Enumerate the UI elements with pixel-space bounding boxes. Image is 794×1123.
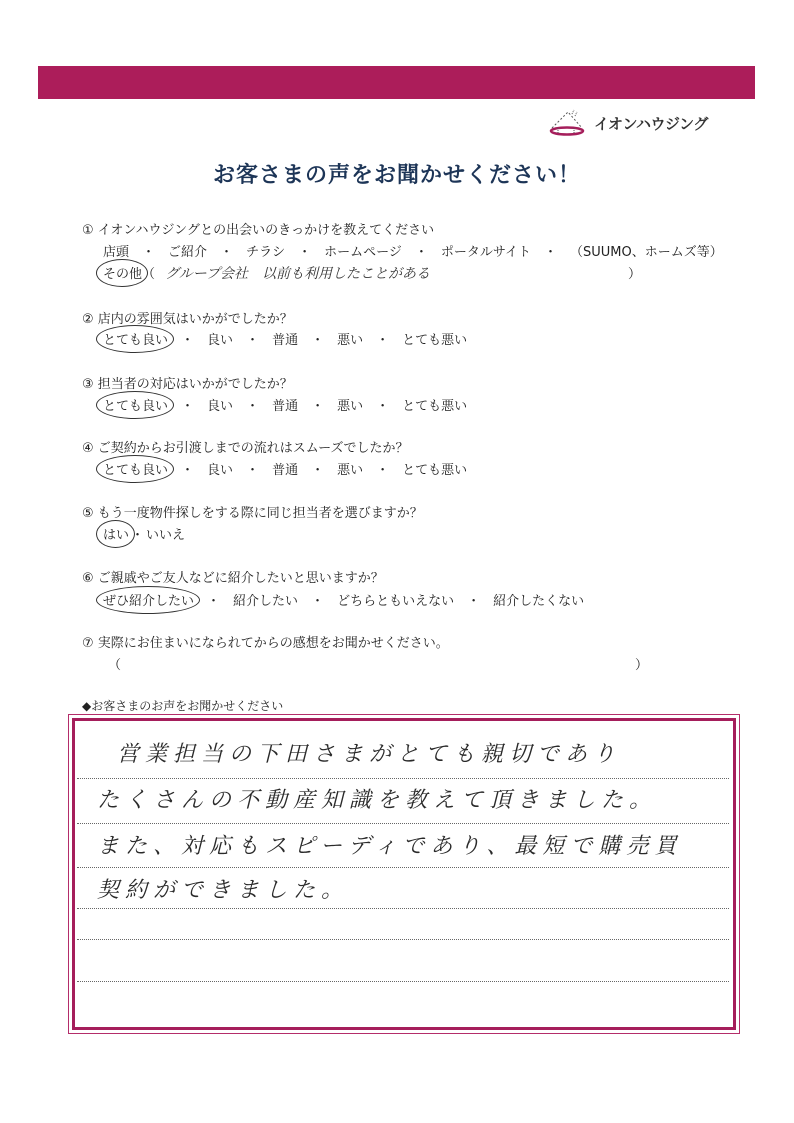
company-logo bbox=[548, 108, 708, 138]
question-number: ⑦ bbox=[82, 636, 94, 651]
question-6 bbox=[82, 567, 384, 586]
question-number: ① bbox=[82, 223, 94, 238]
question-2-options: とても良い ・ 良い ・ 普通 ・ 悪い ・ とても悪い bbox=[103, 329, 467, 348]
option[interactable]: 紹介したくない bbox=[493, 594, 585, 609]
option[interactable]: 紹介したい bbox=[233, 594, 299, 609]
question-2 bbox=[82, 308, 293, 327]
option[interactable]: ホームページ bbox=[324, 245, 402, 260]
question-1-options: 店頭 ・ ご紹介 ・ チラシ ・ ホームページ ・ ポータルサイト ・ （SUUMO、ホームズ等） bbox=[103, 241, 723, 260]
option-selected[interactable]: とても良い bbox=[103, 395, 168, 414]
option[interactable]: ご紹介 bbox=[168, 245, 208, 260]
page-title: お客さまの声をお聞かせください！ bbox=[212, 163, 581, 188]
comments-label: ◆お客さまのお声をお聞かせください bbox=[82, 699, 284, 713]
option[interactable]: 店頭 bbox=[103, 245, 130, 260]
option[interactable]: とても悪い bbox=[402, 399, 468, 414]
ruled-line bbox=[77, 981, 729, 982]
option-selected[interactable]: とても良い bbox=[103, 329, 168, 348]
question-number: ③ bbox=[82, 377, 94, 392]
option[interactable]: 普通 bbox=[272, 333, 299, 348]
question-number: ⑤ bbox=[82, 506, 94, 521]
logo-text: イオンハウジング bbox=[594, 114, 708, 133]
question-text: 実際にお住まいになられてからの感想をお聞かせください。 bbox=[97, 636, 449, 651]
option[interactable]: 普通 bbox=[272, 463, 299, 478]
question-7 bbox=[82, 632, 449, 651]
question-text: イオンハウジングとの出会いのきっかけを教えてください bbox=[97, 223, 435, 238]
question-text: 店内の雰囲気はいかがでしたか？ bbox=[97, 312, 293, 327]
option[interactable]: いいえ bbox=[146, 528, 186, 543]
header-band bbox=[38, 66, 755, 99]
question-3 bbox=[82, 373, 293, 392]
question-3-options: とても良い ・ 良い ・ 普通 ・ 悪い ・ とても悪い bbox=[103, 395, 467, 414]
paren-close: ） bbox=[628, 267, 642, 282]
comments-box[interactable] bbox=[68, 714, 740, 1034]
option[interactable]: 悪い bbox=[337, 399, 364, 414]
option[interactable]: 悪い bbox=[337, 333, 364, 348]
question-7-answer[interactable] bbox=[108, 654, 648, 673]
question-4-options: とても良い ・ 良い ・ 普通 ・ 悪い ・ とても悪い bbox=[103, 459, 467, 478]
question-1 bbox=[82, 219, 434, 238]
comment-line-2: たくさんの不動産知識を教えて頂きました。 bbox=[97, 788, 658, 813]
option-other-selected[interactable]: その他 bbox=[103, 263, 142, 282]
option[interactable]: 良い bbox=[207, 399, 234, 414]
option[interactable]: 良い bbox=[207, 463, 234, 478]
ruled-line bbox=[77, 908, 729, 909]
other-answer[interactable]: グループ会社 以前も利用したことがある bbox=[165, 266, 431, 282]
question-6-options: ぜひ紹介したい ・ 紹介したい ・ どちらともいえない ・ 紹介したくない bbox=[103, 590, 584, 609]
option-selected[interactable]: とても良い bbox=[103, 459, 168, 478]
paren-open: （ bbox=[108, 658, 122, 673]
ruled-line bbox=[77, 939, 729, 940]
option[interactable]: 良い bbox=[207, 333, 234, 348]
ruled-line bbox=[77, 823, 729, 824]
option-selected[interactable]: ぜひ紹介したい bbox=[103, 590, 194, 609]
question-text: ご親戚やご友人などに紹介したいと思いますか？ bbox=[97, 571, 384, 586]
paren-close: ） bbox=[634, 658, 648, 673]
ruled-line bbox=[77, 867, 729, 868]
question-4 bbox=[82, 437, 409, 456]
option[interactable]: とても悪い bbox=[402, 333, 468, 348]
option[interactable]: ポータルサイト bbox=[440, 245, 531, 260]
comment-line-3: また、対応もスピーディであり、最短で購売買 bbox=[97, 834, 683, 859]
question-number: ⑥ bbox=[82, 571, 94, 586]
option[interactable]: 悪い bbox=[337, 463, 364, 478]
question-5-options: はい ・ いいえ bbox=[103, 524, 185, 543]
option[interactable]: 普通 bbox=[272, 399, 299, 414]
house-roof-logo-icon bbox=[548, 108, 588, 138]
question-1-other bbox=[103, 263, 642, 283]
option-selected[interactable]: はい bbox=[103, 524, 129, 543]
question-text: もう一度物件探しをする際に同じ担当者を選びますか？ bbox=[97, 506, 423, 521]
option[interactable]: とても悪い bbox=[402, 463, 468, 478]
ruled-line bbox=[77, 778, 729, 779]
paren-open: （ bbox=[142, 267, 156, 282]
option[interactable]: どちらともいえない bbox=[337, 594, 455, 609]
question-5 bbox=[82, 502, 423, 521]
question-text: 担当者の対応はいかがでしたか？ bbox=[97, 377, 293, 392]
question-number: ② bbox=[82, 312, 94, 327]
comment-line-1: 営業担当の下田さまがとても親切であり bbox=[117, 742, 622, 767]
question-number: ④ bbox=[82, 441, 94, 456]
option-note: （SUUMO、ホームズ等） bbox=[569, 245, 723, 260]
comment-line-4: 契約ができました。 bbox=[97, 878, 350, 903]
question-text: ご契約からお引渡しまでの流れはスムーズでしたか？ bbox=[97, 441, 409, 456]
option[interactable]: チラシ bbox=[246, 245, 286, 260]
